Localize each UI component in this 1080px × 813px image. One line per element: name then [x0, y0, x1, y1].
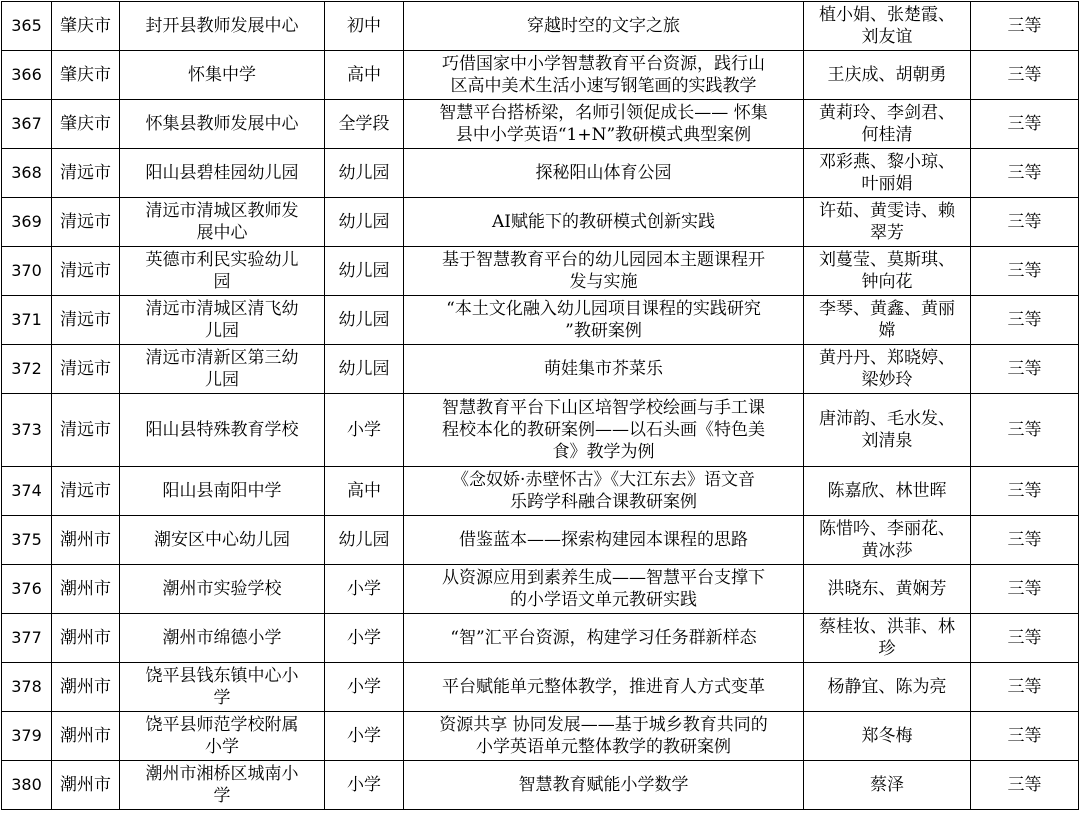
award-grade-cell: 三等	[971, 345, 1079, 394]
authors-cell: 蔡桂妆、洪菲、林 珍	[804, 614, 971, 663]
authors-cell: 黄丹丹、郑晓婷、 梁妙玲	[804, 345, 971, 394]
award-grade-cell: 三等	[971, 761, 1079, 810]
city-cell: 清远市	[52, 296, 120, 345]
city-cell: 肇庆市	[52, 51, 120, 100]
authors-cell: 黄莉玲、李剑君、 何桂清	[804, 100, 971, 149]
school-level-cell: 小学	[325, 663, 404, 712]
table-row	[2, 516, 1079, 565]
award-grade-cell: 三等	[971, 614, 1079, 663]
case-title-cell: 智慧平台搭桥梁，名师引领促成长—— 怀集 县中小学英语“1+N”教研模式典型案例	[404, 100, 804, 149]
row-number-cell: 380	[2, 761, 52, 810]
award-grade-cell: 三等	[971, 51, 1079, 100]
case-title-cell: 巧借国家中小学智慧教育平台资源，践行山 区高中美术生活小速写钢笔画的实践教学	[404, 51, 804, 100]
authors-cell: 蔡泽	[804, 761, 971, 810]
authors-cell: 唐沛韵、毛水发、 刘清泉	[804, 394, 971, 467]
city-cell: 清远市	[52, 198, 120, 247]
school-level-cell: 幼儿园	[325, 149, 404, 198]
table-body	[2, 2, 1079, 810]
authors-cell: 陈惜吟、李丽花、 黄冰莎	[804, 516, 971, 565]
award-grade-cell: 三等	[971, 394, 1079, 467]
case-title-cell: 平台赋能单元整体教学，推进育人方式变革	[404, 663, 804, 712]
city-cell: 潮州市	[52, 516, 120, 565]
unit-cell: 清远市清城区清飞幼 儿园	[120, 296, 325, 345]
table-row	[2, 614, 1079, 663]
authors-cell: 李琴、黄鑫、黄丽 嫦	[804, 296, 971, 345]
award-grade-cell: 三等	[971, 100, 1079, 149]
row-number-cell: 365	[2, 2, 52, 51]
award-list-table	[1, 1, 1079, 810]
row-number-cell: 375	[2, 516, 52, 565]
unit-cell: 阳山县碧桂园幼儿园	[120, 149, 325, 198]
unit-cell: 封开县教师发展中心	[120, 2, 325, 51]
case-title-cell: AI赋能下的教研模式创新实践	[404, 198, 804, 247]
unit-cell: 清远市清城区教师发 展中心	[120, 198, 325, 247]
table-row	[2, 761, 1079, 810]
school-level-cell: 幼儿园	[325, 345, 404, 394]
award-grade-cell: 三等	[971, 516, 1079, 565]
award-grade-cell: 三等	[971, 247, 1079, 296]
case-title-cell: 萌娃集市芥菜乐	[404, 345, 804, 394]
school-level-cell: 高中	[325, 51, 404, 100]
unit-cell: 潮州市绵德小学	[120, 614, 325, 663]
case-title-cell: 基于智慧教育平台的幼儿园园本主题课程开 发与实施	[404, 247, 804, 296]
unit-cell: 阳山县南阳中学	[120, 467, 325, 516]
table-row	[2, 247, 1079, 296]
school-level-cell: 小学	[325, 712, 404, 761]
row-number-cell: 374	[2, 467, 52, 516]
school-level-cell: 幼儿园	[325, 296, 404, 345]
school-level-cell: 全学段	[325, 100, 404, 149]
row-number-cell: 370	[2, 247, 52, 296]
authors-cell: 洪晓东、黄娴芳	[804, 565, 971, 614]
table-row	[2, 663, 1079, 712]
row-number-cell: 366	[2, 51, 52, 100]
case-title-cell: 探秘阳山体育公园	[404, 149, 804, 198]
award-grade-cell: 三等	[971, 565, 1079, 614]
row-number-cell: 376	[2, 565, 52, 614]
table-row	[2, 467, 1079, 516]
authors-cell: 许茹、黄雯诗、赖 翠芳	[804, 198, 971, 247]
award-grade-cell: 三等	[971, 149, 1079, 198]
unit-cell: 怀集中学	[120, 51, 325, 100]
city-cell: 潮州市	[52, 712, 120, 761]
award-grade-cell: 三等	[971, 712, 1079, 761]
city-cell: 清远市	[52, 345, 120, 394]
table-row	[2, 712, 1079, 761]
unit-cell: 饶平县钱东镇中心小 学	[120, 663, 325, 712]
table-row	[2, 198, 1079, 247]
row-number-cell: 379	[2, 712, 52, 761]
city-cell: 清远市	[52, 467, 120, 516]
authors-cell: 植小娟、张楚霞、 刘友谊	[804, 2, 971, 51]
table-row	[2, 394, 1079, 467]
case-title-cell: 《念奴娇·赤壁怀古》《大江东去》语文音 乐跨学科融合课教研案例	[404, 467, 804, 516]
award-grade-cell: 三等	[971, 296, 1079, 345]
city-cell: 清远市	[52, 394, 120, 467]
case-title-cell: 借鉴蓝本——探索构建园本课程的思路	[404, 516, 804, 565]
row-number-cell: 372	[2, 345, 52, 394]
authors-cell: 郑冬梅	[804, 712, 971, 761]
row-number-cell: 369	[2, 198, 52, 247]
table-row	[2, 149, 1079, 198]
case-title-cell: 从资源应用到素养生成——智慧平台支撑下 的小学语文单元教研实践	[404, 565, 804, 614]
unit-cell: 潮州市实验学校	[120, 565, 325, 614]
unit-cell: 潮州市湘桥区城南小 学	[120, 761, 325, 810]
city-cell: 肇庆市	[52, 2, 120, 51]
row-number-cell: 373	[2, 394, 52, 467]
city-cell: 清远市	[52, 149, 120, 198]
school-level-cell: 幼儿园	[325, 247, 404, 296]
row-number-cell: 378	[2, 663, 52, 712]
school-level-cell: 小学	[325, 394, 404, 467]
authors-cell: 陈嘉欣、林世晖	[804, 467, 971, 516]
authors-cell: 刘蔓莹、莫斯琪、 钟向花	[804, 247, 971, 296]
table-row	[2, 51, 1079, 100]
unit-cell: 英德市利民实验幼儿 园	[120, 247, 325, 296]
case-title-cell: “智”汇平台资源，构建学习任务群新样态	[404, 614, 804, 663]
case-title-cell: 资源共享 协同发展——基于城乡教育共同的 小学英语单元整体教学的教研案例	[404, 712, 804, 761]
table-row	[2, 565, 1079, 614]
award-grade-cell: 三等	[971, 663, 1079, 712]
table-row	[2, 2, 1079, 51]
unit-cell: 阳山县特殊教育学校	[120, 394, 325, 467]
school-level-cell: 初中	[325, 2, 404, 51]
case-title-cell: “本土文化融入幼儿园项目课程的实践研究 ”教研案例	[404, 296, 804, 345]
city-cell: 清远市	[52, 247, 120, 296]
table-row	[2, 345, 1079, 394]
award-grade-cell: 三等	[971, 198, 1079, 247]
school-level-cell: 幼儿园	[325, 516, 404, 565]
authors-cell: 王庆成、胡朝勇	[804, 51, 971, 100]
unit-cell: 潮安区中心幼儿园	[120, 516, 325, 565]
award-grade-cell: 三等	[971, 2, 1079, 51]
school-level-cell: 高中	[325, 467, 404, 516]
school-level-cell: 小学	[325, 761, 404, 810]
authors-cell: 邓彩燕、黎小琼、 叶丽娟	[804, 149, 971, 198]
table-row	[2, 296, 1079, 345]
case-title-cell: 穿越时空的文字之旅	[404, 2, 804, 51]
city-cell: 潮州市	[52, 614, 120, 663]
row-number-cell: 368	[2, 149, 52, 198]
school-level-cell: 小学	[325, 614, 404, 663]
authors-cell: 杨静宜、陈为亮	[804, 663, 971, 712]
unit-cell: 怀集县教师发展中心	[120, 100, 325, 149]
row-number-cell: 371	[2, 296, 52, 345]
city-cell: 潮州市	[52, 663, 120, 712]
city-cell: 肇庆市	[52, 100, 120, 149]
case-title-cell: 智慧教育平台下山区培智学校绘画与手工课 程校本化的教研案例——以石头画《特色美 食》教学为例	[404, 394, 804, 467]
city-cell: 潮州市	[52, 761, 120, 810]
school-level-cell: 幼儿园	[325, 198, 404, 247]
unit-cell: 饶平县师范学校附属 小学	[120, 712, 325, 761]
city-cell: 潮州市	[52, 565, 120, 614]
school-level-cell: 小学	[325, 565, 404, 614]
award-grade-cell: 三等	[971, 467, 1079, 516]
row-number-cell: 377	[2, 614, 52, 663]
table-row	[2, 100, 1079, 149]
row-number-cell: 367	[2, 100, 52, 149]
unit-cell: 清远市清新区第三幼 儿园	[120, 345, 325, 394]
case-title-cell: 智慧教育赋能小学数学	[404, 761, 804, 810]
